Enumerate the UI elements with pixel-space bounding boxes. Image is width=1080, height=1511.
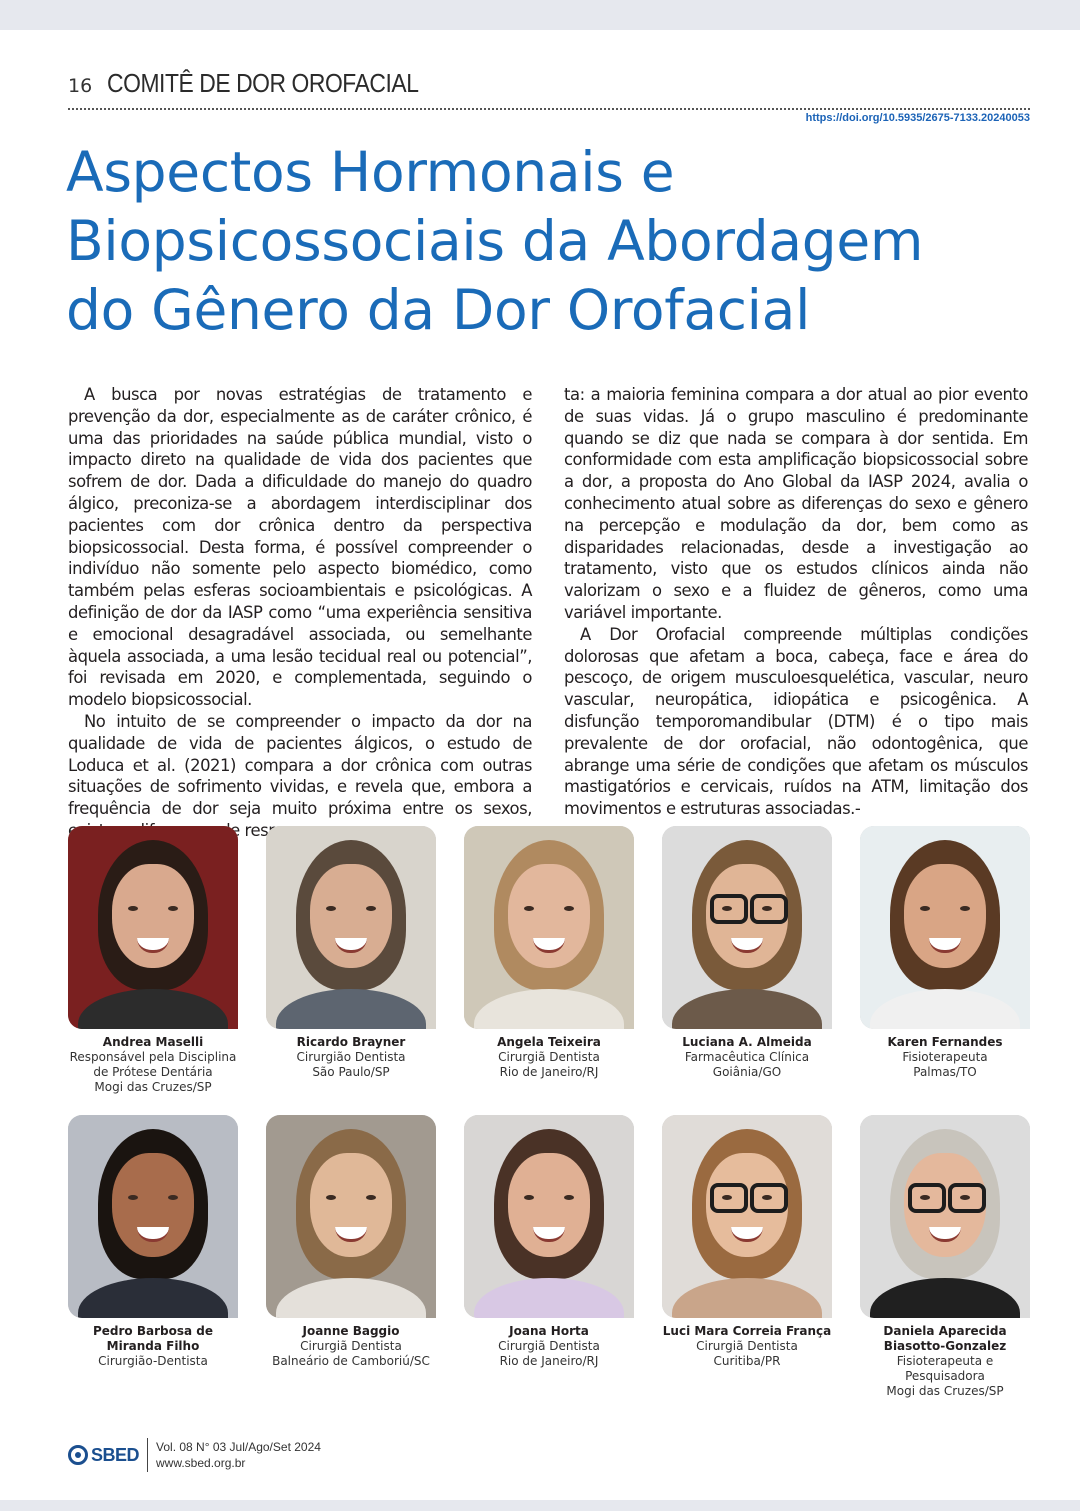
- author-photo: [464, 826, 634, 1029]
- author-name: Angela Teixeira: [497, 1035, 601, 1049]
- author-card: [464, 1115, 634, 1399]
- author-card: [68, 1115, 238, 1399]
- author-photo: [860, 826, 1030, 1029]
- author-card: [860, 1115, 1030, 1399]
- page-header: [68, 68, 1028, 99]
- author-name: Andrea Maselli: [102, 1035, 204, 1049]
- issue-label: Vol. 08 N° 03 Jul/Ago/Set 2024: [156, 1440, 321, 1454]
- author-name: Luciana A. Almeida: [682, 1035, 812, 1049]
- magazine-page: [0, 30, 1080, 1500]
- author-photo: [266, 826, 436, 1029]
- author-name: Pedro Barbosa de Miranda Filho: [92, 1324, 213, 1353]
- author-role-line: Cirurgião-Dentista: [98, 1354, 208, 1368]
- author-card: [266, 826, 436, 1095]
- author-name: Joana Horta: [509, 1324, 589, 1338]
- page-number: 16: [68, 75, 93, 97]
- author-card: [68, 826, 238, 1095]
- issue-info: [156, 1439, 321, 1471]
- paragraph: No intuito de se compreender o impacto da dor na qualidade de vida de pacientes álgicos, o estudo de Loduca et al. (2021) compara a dor crônica com outras situações de sofrimento vividas, e revela que, embora a frequência de dor seja muito próxima entre os sexos,: [68, 711, 532, 819]
- page-footer: [68, 1438, 321, 1472]
- website-link[interactable]: www.sbed.org.br: [156, 1456, 246, 1470]
- author-grid: [68, 826, 1030, 1399]
- author-role-line: Cirurgiã Dentista: [498, 1339, 600, 1353]
- author-role-line: Palmas/TO: [913, 1065, 977, 1079]
- author-role-line: Mogi das Cruzes/SP: [94, 1080, 212, 1094]
- author-card: [662, 1115, 832, 1399]
- author-name: Karen Fernandes: [887, 1035, 1003, 1049]
- author-photo: [266, 1115, 436, 1318]
- logo-text: SBED: [91, 1444, 140, 1465]
- logo-circle-icon: [68, 1445, 88, 1465]
- paragraph: A Dor Orofacial compreende múltiplas condições dolorosas que afetam a boca, cabeça, face e área do pescoço, de origem musculoesquelética, vascular, neuro vascular, neuropática, idiopática e psicogênica. A disfunção temporomandibular (DTM) é o tipo mais prevalente de dor orofacial, não odontogênica, que abrange uma série de condições que afetam os músculos mastigatórios e cervicais, ruídos na ATM, limitação dos movimentos e estruturas associadas.-: [564, 624, 1028, 819]
- author-name: Joanne Baggio: [302, 1324, 400, 1338]
- paragraph: ta: a maioria feminina compara a dor atual ao pior evento de suas vidas. Já o grupo masculino é predominante quando se diz que nada se compara à dor sentida. Em conformidade com esta amplificação biopsicossocial sobre a dor, a proposta do Ano Global da IASP 2024, avalia o conhecimento atual sobre as diferenças do sexo e gênero na percepção e modulação da dor, bem como as disparidades relacionadas, desde a investigação ao tratamento, visto que os estudos clínicos ainda não valorizam o sexo e a fluidez de gêneros, como uma variável importante.: [564, 385, 1028, 622]
- author-role-line: de Prótese Dentária: [93, 1065, 213, 1079]
- author-photo: [662, 1115, 832, 1318]
- title-line: Biopsicossociais da Abordagem: [66, 209, 924, 273]
- title-line: Aspectos Hormonais e: [66, 140, 675, 204]
- author-role-line: Cirurgiã Dentista: [696, 1339, 798, 1353]
- article-column-right: [564, 384, 1028, 820]
- author-role-line: Cirurgiã Dentista: [498, 1050, 600, 1064]
- doi-link[interactable]: https://doi.org/10.5935/2675-7133.20240053: [805, 112, 1030, 124]
- article-column-left: [68, 384, 532, 842]
- section-title: COMITÊ DE DOR OROFACIAL: [106, 68, 419, 98]
- author-role-line: Cirurgião Dentista: [296, 1050, 406, 1064]
- author-card: [464, 826, 634, 1095]
- author-role-line: Balneário de Camboriú/SC: [272, 1354, 430, 1368]
- author-photo: [662, 826, 832, 1029]
- author-role-line: Pesquisadora: [905, 1369, 985, 1383]
- author-role-line: Fisioterapeuta e: [896, 1354, 994, 1368]
- paragraph: A busca por novas estratégias de tratamento e prevenção da dor, especialmente as de caráter crônico, é uma das prioridades na saúde pública mundial, visto o impacto direto na qualidade de vida dos pacientes que sofrem de dor. Dada a dificuldade do manejo do quadro álgico, preconiza-se a abordagem interdisciplinar dos pacientes com dor crônica dentro da perspectiva biopsicossocial. Desta forma, é possível compreender o indivíduo não somente pelo aspecto biomédico, como também pelas esferas socioambientais e psicológicas. A definição de dor da IASP como “uma experiência sensitiva e emocional desagradável associada, ou semelhante àquela associada, a uma lesão tecidual real ou potencial”, foi revisada em 2020, e complementada, seguindo o modelo biopsicossocial.: [68, 385, 532, 710]
- author-card: [860, 826, 1030, 1095]
- author-photo: [68, 826, 238, 1029]
- author-role-line: Cirurgiã Dentista: [300, 1339, 402, 1353]
- title-line: do Gênero da Dor Orofacial: [66, 278, 811, 342]
- author-name: Daniela Aparecida Biasotto-Gonzalez: [883, 1324, 1007, 1353]
- author-name: Luci Mara Correia França: [662, 1324, 832, 1338]
- author-role-line: Fisioterapeuta: [902, 1050, 988, 1064]
- author-role-line: Mogi das Cruzes/SP: [886, 1384, 1004, 1398]
- article-title: [66, 138, 1046, 345]
- author-role-line: Curitiba/PR: [713, 1354, 781, 1368]
- author-photo: [860, 1115, 1030, 1318]
- author-photo: [464, 1115, 634, 1318]
- author-photo: [68, 1115, 238, 1318]
- author-role-line: São Paulo/SP: [312, 1065, 390, 1079]
- author-role-line: Rio de Janeiro/RJ: [499, 1354, 599, 1368]
- author-role-line: Responsável pela Disciplina: [69, 1050, 237, 1064]
- dotted-divider: [68, 108, 1030, 110]
- author-card: [266, 1115, 436, 1399]
- sbed-logo: [68, 1438, 148, 1472]
- author-name: Ricardo Brayner: [296, 1035, 406, 1049]
- author-role-line: Farmacêutica Clínica: [684, 1050, 810, 1064]
- author-role-line: Rio de Janeiro/RJ: [499, 1065, 599, 1079]
- author-role-line: Goiânia/GO: [712, 1065, 782, 1079]
- author-card: [662, 826, 832, 1095]
